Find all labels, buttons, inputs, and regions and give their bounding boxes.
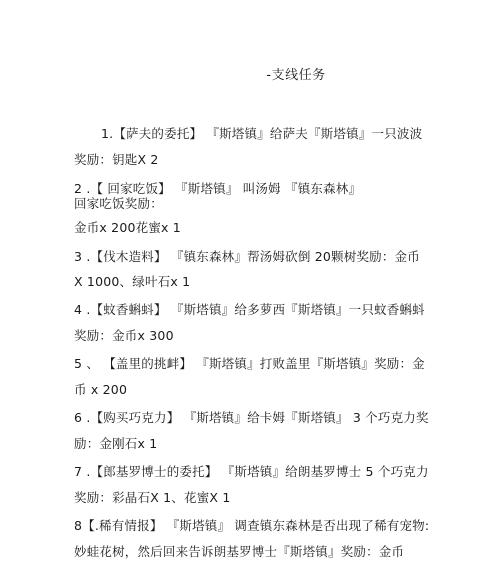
- quest-5-line-1: 5 、 【盖里的挑衅】 『斯塔镇』打败盖里『斯塔镇』奖励：金: [74, 356, 425, 371]
- quest-6-line-1: 6 .【购买巧克力】 『斯塔镇』给卡姆『斯塔镇』 3 个巧克力奖: [74, 410, 429, 425]
- quest-8-line-1: 8【.稀有情报】 『斯塔镇』 调查镇东森林是否出现了稀有宠物:: [74, 518, 430, 533]
- quest-1-line-2: 奖励：钥匙X 2: [74, 152, 159, 167]
- quest-7-line-2: 奖励：彩晶石X 1、花蜜X 1: [74, 490, 231, 505]
- quest-2-line-3: 金币x 200花蜜x 1: [74, 220, 181, 235]
- quest-7-line-1: 7 .【郎基罗博士的委托】 『斯塔镇』给朗基罗博士 5 个巧克力: [74, 464, 429, 479]
- quest-8-line-2: 妙蛙花树，然后回来告诉朗基罗博士『斯塔镇』奖励：金币: [74, 544, 405, 559]
- quest-2-line-1: 2 .【 回家吃饭】 『斯塔镇』 叫汤姆 『镇东森林』: [74, 181, 362, 196]
- quest-3-line-1: 3 .【伐木造料】 『镇东森林』帮汤姆砍倒 20颗树奖励：金币: [74, 249, 420, 264]
- quest-1-line-1: 1.【萨夫的委托】 『斯塔镇』给萨夫『斯塔镇』一只波波: [101, 126, 423, 141]
- quest-5-line-2: 币 x 200: [74, 382, 128, 397]
- quest-3-line-2: X 1000、绿叶石x 1: [74, 274, 191, 289]
- quest-4-line-2: 奖励：金币x 300: [74, 328, 174, 343]
- page-title: -支线任务: [266, 68, 326, 83]
- quest-6-line-2: 励：金刚石x 1: [74, 436, 158, 451]
- quest-2-line-2: 回家吃饭奖励：: [74, 196, 163, 211]
- quest-4-line-1: 4 .【蚊香蝌蚪】 『斯塔镇』给多萝西『斯塔镇』一只蚊香蝌蚪: [74, 302, 425, 317]
